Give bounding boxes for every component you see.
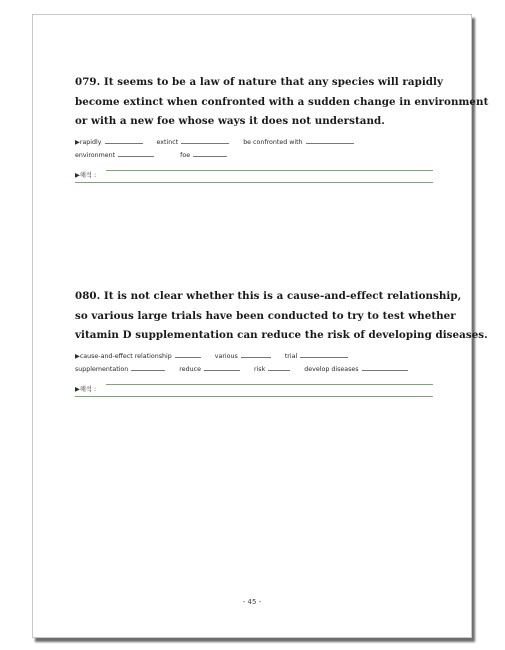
vocab-blank[interactable]	[193, 150, 227, 157]
sentence-line: become extinct when confronted with a sudden change in environment	[75, 95, 489, 108]
vocab-blank[interactable]	[241, 351, 271, 358]
vocab-row	[75, 136, 433, 149]
sentence-item-080	[75, 287, 488, 397]
vocab-word: trial	[284, 352, 298, 360]
sentence-item-079	[75, 73, 489, 183]
vocab-blank[interactable]	[118, 150, 154, 157]
vocab-word: foe	[180, 151, 191, 159]
vocab-word: reduce	[179, 365, 201, 373]
vocab-word: develop diseases	[304, 365, 359, 373]
translation-line[interactable]	[106, 384, 433, 385]
document-page	[32, 14, 489, 638]
vocab-blank[interactable]	[362, 364, 408, 371]
vocab-blank[interactable]	[181, 137, 229, 144]
translation-label: ▶해석 :	[75, 171, 97, 179]
sentence-line: so various large trials have been conducted to try to test whether	[75, 309, 456, 322]
vocab-blank[interactable]	[268, 364, 290, 371]
vocab-word: various	[214, 352, 238, 360]
vocab-blank[interactable]	[204, 364, 240, 371]
vocab-word: be confronted with	[243, 138, 303, 146]
sentence-line: or with a new foe whose ways it does not understand.	[75, 115, 385, 127]
translation-row	[75, 162, 433, 179]
vocab-word: ▶cause-and-effect relationship	[75, 352, 172, 360]
sentence-text	[75, 73, 489, 132]
translation-line[interactable]	[75, 396, 433, 397]
vocab-blank[interactable]	[175, 351, 201, 358]
sentence-line: vitamin D supplementation can reduce the risk of developing diseases.	[75, 329, 488, 341]
vocab-row	[75, 350, 433, 363]
vocab-word: ▶rapidly	[75, 138, 102, 146]
vocab-word: supplementation	[75, 365, 129, 373]
vocab-word: extinct	[156, 138, 179, 146]
vocab-row	[75, 149, 433, 162]
sentence-line: 080. It is not clear whether this is a cause-and-effect relationship,	[75, 290, 462, 302]
vocab-blank[interactable]	[306, 137, 354, 144]
vocab-word: environment	[75, 151, 116, 159]
sentence-line: 079. It seems to be a law of nature that any species will rapidly	[75, 76, 444, 88]
translation-line[interactable]	[106, 170, 433, 171]
page-number: - 45 -	[242, 598, 262, 606]
vocab-blank[interactable]	[131, 364, 165, 371]
translation-label: ▶해석 :	[75, 385, 97, 393]
vocab-row	[75, 363, 433, 376]
sentence-text	[75, 287, 488, 346]
translation-line[interactable]	[75, 182, 433, 183]
vocab-word: risk	[253, 365, 266, 373]
translation-row	[75, 376, 433, 393]
vocab-blank[interactable]	[300, 351, 348, 358]
vocab-blank[interactable]	[105, 137, 143, 144]
